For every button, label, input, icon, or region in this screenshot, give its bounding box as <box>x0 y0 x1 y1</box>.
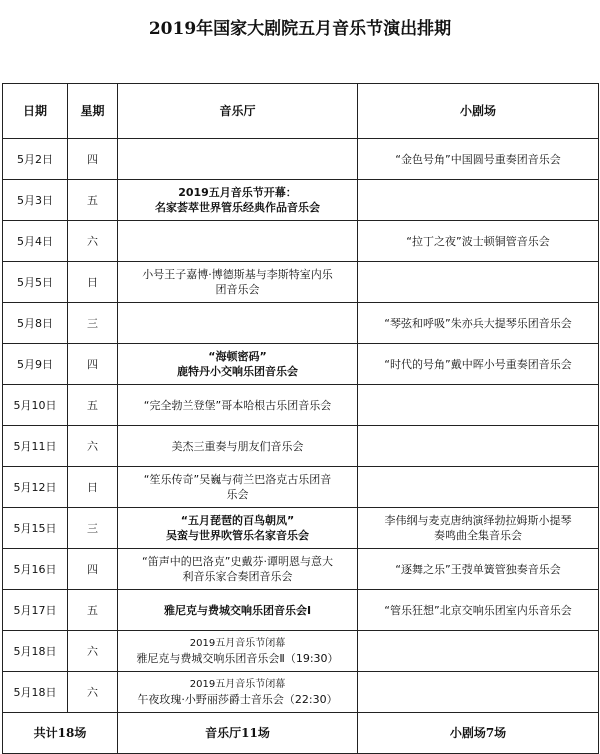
cell-date: 5月11日 <box>3 426 68 467</box>
hall-program-line: “笛声中的巴洛克”史戴芬·谭明恩与意大 <box>142 555 333 568</box>
cell-small-theater <box>358 590 599 631</box>
table-row <box>3 180 599 221</box>
header-weekday: 星期 <box>68 84 118 139</box>
table-row <box>3 344 599 385</box>
cell-small-theater <box>358 262 599 303</box>
cell-date: 5月15日 <box>3 508 68 549</box>
footer-row <box>3 713 599 754</box>
cell-concert-hall <box>118 385 358 426</box>
page-title: 2019年国家大剧院五月音乐节演出排期 <box>148 19 452 39</box>
header-concert-hall: 音乐厅 <box>118 84 358 139</box>
schedule-table <box>2 83 599 754</box>
cell-weekday: 日 <box>68 467 118 508</box>
cell-date: 5月12日 <box>3 467 68 508</box>
hall-program-line: 2019五月音乐节开幕： <box>178 186 297 199</box>
cell-weekday: 四 <box>68 549 118 590</box>
table-row <box>3 139 599 180</box>
table-row <box>3 426 599 467</box>
hall-program-line: 2019五月音乐节闭幕 <box>189 679 286 690</box>
table-row <box>3 385 599 426</box>
cell-concert-hall <box>118 426 358 467</box>
theater-program-line: “管乐狂想”北京交响乐团室内乐音乐会 <box>384 603 572 617</box>
hall-program-line: 小号王子嘉博·博德斯基与李斯特室内乐 <box>142 268 333 281</box>
cell-date: 5月5日 <box>3 262 68 303</box>
hall-program-line: 雅尼克与费城交响乐团音乐会Ⅱ（19:30） <box>136 652 339 665</box>
hall-program-line: 2019五月音乐节闭幕 <box>189 638 286 649</box>
header-date: 日期 <box>3 84 68 139</box>
hall-total: 音乐厅11场 <box>118 713 358 754</box>
cell-small-theater <box>358 221 599 262</box>
hall-program-line: 利音乐家合奏团音乐会 <box>182 570 293 583</box>
theater-program-line: 奏鸣曲全集音乐会 <box>434 529 522 542</box>
cell-date: 5月3日 <box>3 180 68 221</box>
table-row <box>3 631 599 672</box>
cell-small-theater <box>358 631 599 672</box>
table-row <box>3 549 599 590</box>
cell-small-theater <box>358 139 599 180</box>
cell-weekday: 六 <box>68 631 118 672</box>
cell-small-theater <box>358 672 599 713</box>
theater-program-line: “金色号角”中国圆号重奏团音乐会 <box>395 152 561 166</box>
cell-weekday: 六 <box>68 426 118 467</box>
cell-date: 5月2日 <box>3 139 68 180</box>
cell-small-theater <box>358 385 599 426</box>
hall-program-line: 鹿特丹小交响乐团音乐会 <box>177 365 298 378</box>
cell-date: 5月17日 <box>3 590 68 631</box>
cell-concert-hall <box>118 672 358 713</box>
theater-program-line: “琴弦和呼吸”朱亦兵大提琴乐团音乐会 <box>384 316 572 330</box>
cell-concert-hall <box>118 549 358 590</box>
cell-weekday: 日 <box>68 262 118 303</box>
header-small-theater: 小剧场 <box>358 84 599 139</box>
theater-program-line: “时代的号角”戴中晖小号重奏团音乐会 <box>384 357 572 371</box>
cell-date: 5月18日 <box>3 631 68 672</box>
theater-program-line: “拉丁之夜”波士顿铜管音乐会 <box>406 234 550 248</box>
cell-weekday: 五 <box>68 385 118 426</box>
cell-weekday: 四 <box>68 139 118 180</box>
hall-program-line: 名家荟萃世界管乐经典作品音乐会 <box>155 201 320 214</box>
hall-program-line: “笙乐传奇”吴巍与荷兰巴洛克古乐团音 <box>143 473 332 486</box>
hall-program-line: “完全勃兰登堡”哥本哈根古乐团音乐会 <box>143 398 332 412</box>
table-row <box>3 262 599 303</box>
table-row <box>3 221 599 262</box>
cell-concert-hall <box>118 139 358 180</box>
cell-weekday: 六 <box>68 221 118 262</box>
cell-concert-hall <box>118 180 358 221</box>
cell-small-theater <box>358 467 599 508</box>
theater-program-line: 李伟纲与麦克唐纳演绎勃拉姆斯小提琴 <box>384 514 572 527</box>
cell-weekday: 四 <box>68 344 118 385</box>
cell-weekday: 三 <box>68 508 118 549</box>
table-row <box>3 303 599 344</box>
cell-concert-hall <box>118 262 358 303</box>
cell-date: 5月4日 <box>3 221 68 262</box>
cell-weekday: 五 <box>68 590 118 631</box>
cell-concert-hall <box>118 508 358 549</box>
theater-program-line: “逐舞之乐”王弢单簧管独奏音乐会 <box>395 562 561 576</box>
cell-small-theater <box>358 508 599 549</box>
cell-concert-hall <box>118 631 358 672</box>
cell-small-theater <box>358 426 599 467</box>
header-row <box>3 84 599 139</box>
theater-total: 小剧场7场 <box>358 713 599 754</box>
table-row <box>3 672 599 713</box>
hall-program-line: 午夜玫瑰·小野丽莎爵士音乐会（22:30） <box>137 693 338 706</box>
cell-concert-hall <box>118 303 358 344</box>
cell-small-theater <box>358 344 599 385</box>
cell-date: 5月18日 <box>3 672 68 713</box>
cell-date: 5月8日 <box>3 303 68 344</box>
cell-concert-hall <box>118 221 358 262</box>
cell-small-theater <box>358 303 599 344</box>
hall-program-line: “五月琵琶的百鸟朝凤” <box>180 514 295 527</box>
hall-program-line: “海顿密码” <box>208 350 267 363</box>
hall-program-line: 乐会 <box>226 488 249 501</box>
cell-small-theater <box>358 549 599 590</box>
cell-weekday: 五 <box>68 180 118 221</box>
hall-program-line: 雅尼克与费城交响乐团音乐会Ⅰ <box>163 603 312 617</box>
cell-date: 5月16日 <box>3 549 68 590</box>
cell-weekday: 三 <box>68 303 118 344</box>
cell-concert-hall <box>118 590 358 631</box>
table-row <box>3 467 599 508</box>
table-row <box>3 590 599 631</box>
hall-program-line: 吴蛮与世界吹管乐名家音乐会 <box>166 529 309 542</box>
hall-program-line: 团音乐会 <box>215 283 260 296</box>
table-row <box>3 508 599 549</box>
cell-weekday: 六 <box>68 672 118 713</box>
cell-concert-hall <box>118 344 358 385</box>
cell-date: 5月10日 <box>3 385 68 426</box>
total-count: 共计18场 <box>3 713 118 754</box>
cell-small-theater <box>358 180 599 221</box>
cell-date: 5月9日 <box>3 344 68 385</box>
cell-concert-hall <box>118 467 358 508</box>
hall-program-line: 美杰三重奏与朋友们音乐会 <box>171 439 304 453</box>
